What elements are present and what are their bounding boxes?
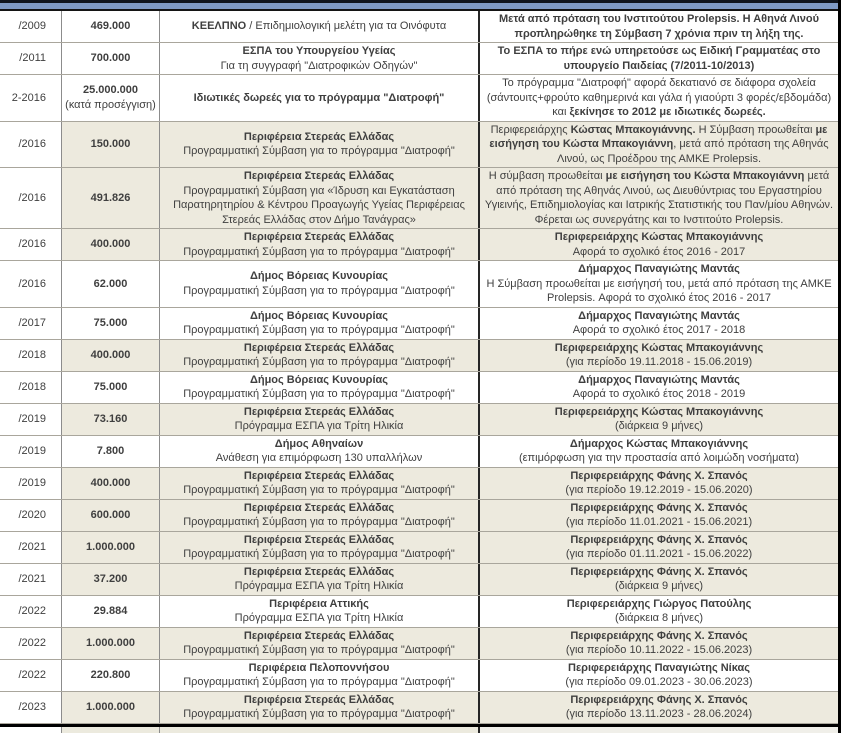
table-row [0,596,838,628]
amount-cell: 220.800 [62,660,160,691]
table-row [0,660,838,692]
recipient-cell: Δήμος Βόρειας Κυνουρίας Προγραμματική Σύμβαση για το πρόγραμμα "Διατροφή" [160,308,480,339]
notes-cell: Περιφερειάρχης Φάνης Χ. Σπανός (για περίοδο 19.12.2019 - 15.06.2020) [480,468,838,499]
amount-cell: 37.200 [62,564,160,595]
amount-cell: 700.000 [62,43,160,74]
partial-amount-cell [62,727,160,733]
table-row [0,11,838,43]
recipient-cell: Δήμος Βόρειας Κυνουρίας Προγραμματική Σύμβαση για το πρόγραμμα "Διατροφή" [160,261,480,307]
partial-date-cell [0,727,62,733]
date-cell: /2021 [0,532,62,563]
date-cell: /2016 [0,229,62,260]
amount-cell: 7.800 [62,436,160,467]
notes-cell: Δήμαρχος Παναγιώτης Μαντάς Αφορά το σχολικό έτος 2018 - 2019 [572,373,746,400]
table-row [0,628,838,660]
table-row [0,468,838,500]
table-body [0,11,838,724]
date-cell: /2021 [0,564,62,595]
recipient-cell: Ιδιωτικές δωρεές για το πρόγραμμα "Διατροφή" [160,75,480,121]
recipient-cell: Περιφέρεια Στερεάς Ελλάδας Προγραμματική Σύμβαση για το πρόγραμμα "Διατροφή" [160,340,480,371]
table-row [0,168,838,229]
table-row [0,532,838,564]
table-row [0,308,838,340]
date-cell: /2020 [0,500,62,531]
notes-cell: Το ΕΣΠΑ το πήρε ενώ υπηρετούσε ως Ειδική Γραμματέας στο υπουργείο Παιδείας (7/2011-10/2013) [497,45,821,72]
date-cell: /2022 [0,596,62,627]
amount-cell: 75.000 [62,308,160,339]
table-row [0,564,838,596]
recipient-cell: Περιφέρεια Στερεάς Ελλάδας Πρόγραμμα ΕΣΠΑ για Τρίτη Ηλικία [160,404,480,435]
notes-cell: Περιφερειάρχης Παναγιώτης Νίκας (για περίοδο 09.01.2023 - 30.06.2023) [565,661,753,688]
notes-cell: Δήμαρχος Παναγιώτης Μαντάς Η Σύμβαση προωθείται με εισήγησή του, μετά από πρόταση της ΑΜΚΕ Prolepsis. Αφορά το σχολικό έτος 2016 - 2017 [486,263,832,304]
date-cell: /2016 [0,168,62,228]
recipient-cell: Περιφέρεια Στερεάς Ελλάδας Προγραμματική Σύμβαση για το πρόγραμμα "Διατροφή" [160,468,480,499]
notes-cell: Το πρόγραμμα "Διατροφή" αφορά δεκατιανό σε διάφορα σχολεία (σάντουιτς+φρούτο καθημερινά και γάλα ή γιαούρτι 3 φορές/εβδομάδα) και ξεκίνησε το 2012 με ιδιωτικές δωρεές. [486,77,832,118]
table-row [0,692,838,724]
partial-next-row [0,727,838,733]
notes-cell: Περιφερειάρχης Φάνης Χ. Σπανός (για περίοδο 10.11.2022 - 15.06.2023) [480,628,838,659]
amount-cell: 491.826 [62,168,160,228]
notes-cell: Δήμαρχος Παναγιώτης Μαντάς Αφορά το σχολικό έτος 2017 - 2018 [572,309,746,336]
date-cell: /2022 [0,660,62,691]
amount-cell: 25.000.000 (κατά προσέγγιση) [62,75,160,121]
recipient-cell: Περιφέρεια Στερεάς Ελλάδας Προγραμματική Σύμβαση για το πρόγραμμα "Διατροφή" [160,628,480,659]
notes-cell: Δήμαρχος Κώστας Μπακογιάννης (επιμόρφωση για την προστασία από λοιμώδη νοσήματα) [518,437,799,464]
date-cell: /2018 [0,340,62,371]
recipient-cell: ΚΕΕΛΠΝΟ / Επιδημιολογική μελέτη για τα Οινόφυτα [160,11,480,42]
notes-cell: Περιφερειάρχης Φάνης Χ. Σπανός (για περίοδο 13.11.2023 - 28.06.2024) [480,692,838,723]
date-cell: /2022 [0,628,62,659]
notes-cell: Περιφερειάρχης Φάνης Χ. Σπανός (διάρκεια 9 μήνες) [480,564,838,595]
amount-cell: 400.000 [62,229,160,260]
notes-cell: Περιφερειάρχης Κώστας Μπακογιάννης. Η Σύμβαση προωθείται με εισήγηση του Κώστα Μπακογιάννη, μετά από πρόταση της Αθηνάς Λινού, ως Προέδρου της ΑΜΚΕ Prolepsis. [480,122,838,168]
amount-cell: 62.000 [62,261,160,307]
notes-cell: Περιφερειάρχης Φάνης Χ. Σπανός (για περίοδο 01.11.2021 - 15.06.2022) [480,532,838,563]
notes-cell: Η σύμβαση προωθείται με εισήγηση του Κώστα Μπακογιάννη μετά από πρόταση της Αθηνάς Λινού, ως Διευθύντριας του Εργαστηρίου Υγιεινής, Επιδημιολογίας και Ιατρικής Στατιστικής του Παν/μίου Αθηνών. Φέρεται ως συνεργάτης και το Ινστιτούτο Prolepsis. [480,168,838,228]
date-cell: /2019 [0,404,62,435]
partial-org-cell [160,727,480,733]
date-cell: /2011 [0,43,62,74]
date-cell: /2019 [0,436,62,467]
table-row [0,122,838,169]
recipient-cell: Περιφέρεια Στερεάς Ελλάδας Προγραμματική Σύμβαση για το πρόγραμμα "Διατροφή" [160,500,480,531]
table-row [0,75,838,122]
amount-cell: 400.000 [62,468,160,499]
recipient-cell: Περιφέρεια Στερεάς Ελλάδας Προγραμματική Σύμβαση για το πρόγραμμα "Διατροφή" [160,122,480,168]
recipient-cell: Περιφέρεια Στερεάς Ελλάδας Προγραμματική Σύμβαση για «Ίδρυση και Εγκατάσταση Παρατηρητηρίου & Κέντρου Προαγωγής Υγείας Περιφέρειας Στερεάς Ελλάδας στον Δήμο Τανάγρας» [160,168,480,228]
date-cell: /2009 [0,11,62,42]
recipient-cell: Περιφέρεια Στερεάς Ελλάδας Πρόγραμμα ΕΣΠΑ για Τρίτη Ηλικία [160,564,480,595]
amount-cell: 75.000 [62,372,160,403]
notes-cell: Περιφερειάρχης Κώστας Μπακογιάννης Αφορά το σχολικό έτος 2016 - 2017 [480,229,838,260]
date-cell: /2016 [0,261,62,307]
date-cell: /2019 [0,468,62,499]
date-cell: /2018 [0,372,62,403]
recipient-cell: Δήμος Βόρειας Κυνουρίας Προγραμματική Σύμβαση για το πρόγραμμα "Διατροφή" [160,372,480,403]
amount-cell: 1.000.000 [62,628,160,659]
date-cell: /2023 [0,692,62,723]
amount-cell: 1.000.000 [62,692,160,723]
amount-cell: 29.884 [62,596,160,627]
table-row [0,500,838,532]
table-row [0,436,838,468]
header-band [0,0,838,11]
partial-notes-cell [480,727,838,733]
amount-cell: 600.000 [62,500,160,531]
table-row [0,340,838,372]
amount-cell: 150.000 [62,122,160,168]
recipient-cell: Περιφέρεια Στερεάς Ελλάδας Προγραμματική Σύμβαση για το πρόγραμμα "Διατροφή" [160,692,480,723]
date-cell: /2017 [0,308,62,339]
amount-cell: 1.000.000 [62,532,160,563]
notes-cell: Περιφερειάρχης Γιώργος Πατούλης (διάρκεια 8 μήνες) [566,597,752,624]
amount-cell: 469.000 [62,11,160,42]
amount-cell: 73.160 [62,404,160,435]
recipient-cell: Περιφέρεια Αττικής Πρόγραμμα ΕΣΠΑ για Τρίτη Ηλικία [160,596,480,627]
notes-cell: Μετά από πρόταση του Ινστιτούτου Prolepsis. Η Αθηνά Λινού προπληρώθηκε τη Σύμβαση 7 χρόνια πριν τη λήξη της. [498,13,819,40]
date-cell: /2016 [0,122,62,168]
date-cell: 2-2016 [0,75,62,121]
table-row [0,43,838,75]
recipient-cell: Περιφέρεια Στερεάς Ελλάδας Προγραμματική Σύμβαση για το πρόγραμμα "Διατροφή" [160,532,480,563]
table-row [0,372,838,404]
notes-cell: Περιφερειάρχης Φάνης Χ. Σπανός (για περίοδο 11.01.2021 - 15.06.2021) [480,500,838,531]
table-row [0,229,838,261]
notes-cell: Περιφερειάρχης Κώστας Μπακογιάννης (διάρκεια 9 μήνες) [480,404,838,435]
recipient-cell: Δήμος Αθηναίων Ανάθεση για επιμόρφωση 130 υπαλλήλων [160,436,480,467]
amount-cell: 400.000 [62,340,160,371]
recipient-cell: ΕΣΠΑ του Υπουργείου Υγείας Για τη συγγραφή "Διατροφικών Οδηγών" [160,43,480,74]
recipient-cell: Περιφέρεια Στερεάς Ελλάδας Προγραμματική Σύμβαση για το πρόγραμμα "Διατροφή" [160,229,480,260]
notes-cell: Περιφερειάρχης Κώστας Μπακογιάννης (για περίοδο 19.11.2018 - 15.06.2019) [480,340,838,371]
recipient-cell: Περιφέρεια Πελοποννήσου Προγραμματική Σύμβαση για το πρόγραμμα "Διατροφή" [160,660,480,691]
table-row [0,261,838,308]
table-row [0,404,838,436]
